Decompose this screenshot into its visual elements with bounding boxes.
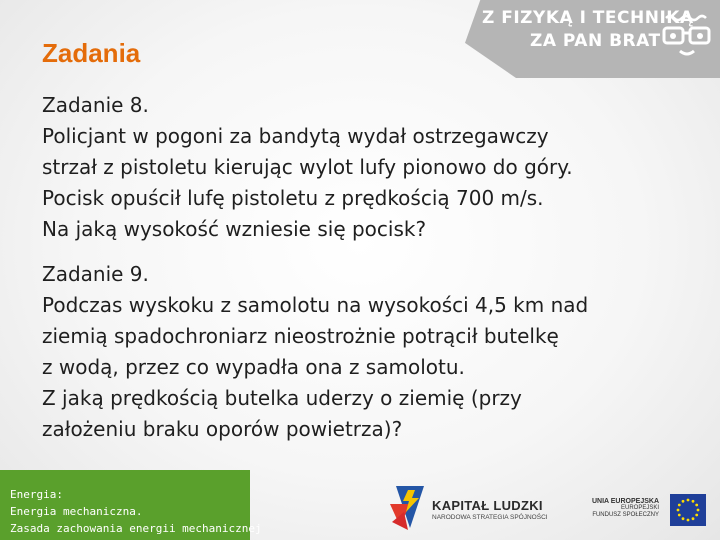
slide-title: Zadania bbox=[42, 38, 141, 68]
task-line: ziemią spadochroniarz nieostrożnie potrącił butelkę bbox=[42, 324, 559, 348]
slide-body bbox=[42, 90, 682, 459]
footer-topic bbox=[0, 470, 262, 540]
task-line: Z jaką prędkością butelka uderzy o ziemię (przy bbox=[42, 386, 522, 410]
eu-label bbox=[589, 498, 659, 519]
task-line: Podczas wyskoku z samolotu na wysokości 4,5 km nad bbox=[42, 293, 589, 317]
kapital-ludzki-title: KAPITAŁ LUDZKI bbox=[432, 498, 543, 513]
task-line: Na jaką wysokość wzniesie się pocisk? bbox=[42, 217, 427, 241]
mascot-glasses-icon bbox=[660, 10, 714, 64]
task-heading: Zadanie 9. bbox=[42, 262, 149, 286]
brand-line-2: ZA PAN BRAT bbox=[530, 31, 661, 51]
task-line: założeniu braku oporów powietrza)? bbox=[42, 417, 403, 441]
task-heading: Zadanie 8. bbox=[42, 93, 149, 117]
task-line: Policjant w pogoni za bandytą wydał ostrzegawczy bbox=[42, 124, 549, 148]
eu-logos-strip bbox=[382, 474, 720, 540]
kapital-ludzki-logo-icon bbox=[388, 482, 428, 534]
task-line: strzał z pistoletu kierując wylot lufy pionowo do góry. bbox=[42, 155, 573, 179]
task-8 bbox=[42, 90, 682, 245]
task-9 bbox=[42, 259, 682, 445]
kapital-ludzki-label bbox=[432, 498, 548, 521]
eu-title: UNIA EUROPEJSKA bbox=[591, 498, 659, 505]
footer-topic-line: Zasada zachowania energii mechanicznej bbox=[10, 522, 262, 535]
task-line: z wodą, przez co wypadła ona z samolotu. bbox=[42, 355, 465, 379]
eu-flag-icon bbox=[670, 494, 706, 526]
task-line: Pocisk opuścił lufę pistoletu z prędkością 700 m/s. bbox=[42, 186, 544, 210]
kapital-ludzki-subtitle: NARODOWA STRATEGIA SPÓJNOŚCI bbox=[432, 514, 548, 521]
footer-topic-line: Energia: bbox=[10, 488, 63, 501]
eu-sub-line: FUNDUSZ SPOŁECZNY bbox=[592, 512, 659, 518]
footer-topic-line: Energia mechaniczna. bbox=[10, 505, 143, 518]
eu-sub-line: EUROPEJSKI bbox=[620, 505, 659, 511]
brand-line-1: Z FIZYKĄ I TECHNIKĄ bbox=[482, 8, 694, 28]
